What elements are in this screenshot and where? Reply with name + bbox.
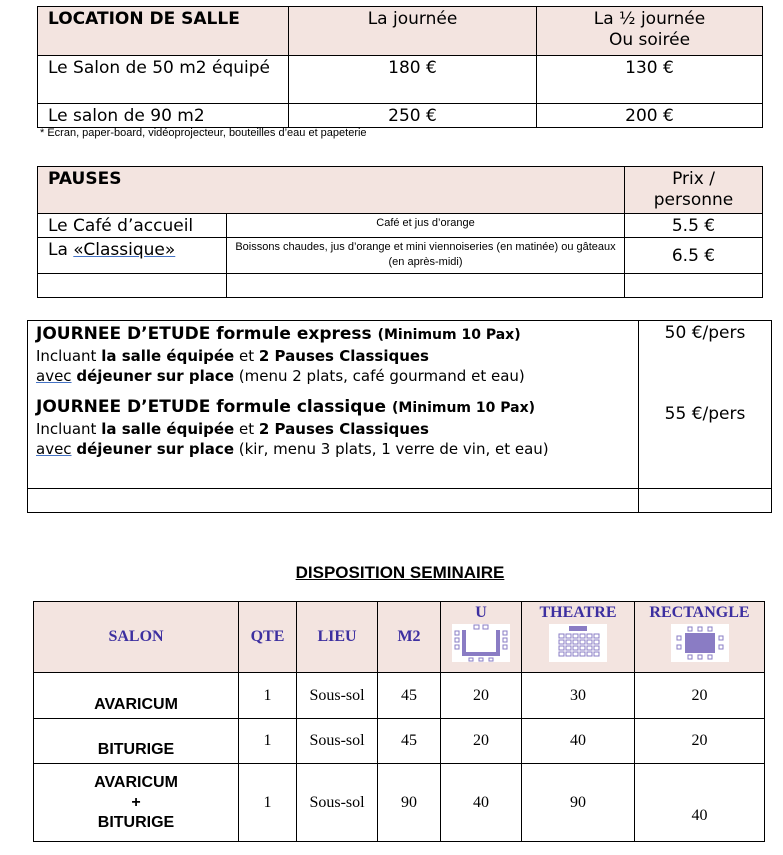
m2-cell: 45	[378, 719, 441, 764]
room-half-price: 200 €	[537, 104, 763, 128]
u-header: U	[441, 602, 522, 673]
express-title: JOURNEE D’ETUDE formule express (Minimum 10 Pax)	[36, 324, 521, 344]
table-row	[34, 719, 765, 764]
qte-cell: 1	[239, 764, 297, 842]
pause-price: 5.5 €	[625, 214, 763, 238]
location-footnote: * Ecran, paper-board, vidéoprojecteur, bouteilles d’eau et papeterie	[40, 127, 367, 139]
salon-name: AVARICUM + BITURIGE	[34, 764, 239, 842]
salon-name: BITURIGE	[34, 719, 239, 764]
classique-link: «Classique»	[73, 240, 176, 260]
room-name: Le Salon de 50 m2 équipé	[38, 56, 289, 104]
u-cell: 40	[441, 764, 522, 842]
room-day-price: 180 €	[289, 56, 537, 104]
table-row-empty	[28, 489, 772, 513]
room-day-price: 250 €	[289, 104, 537, 128]
theatre-layout-icon	[549, 624, 607, 667]
qte-header: QTE	[239, 602, 297, 673]
salon-name: AVARICUM	[34, 673, 239, 719]
lieu-cell: Sous-sol	[297, 673, 378, 719]
theatre-header: THEATRE	[522, 602, 635, 673]
u-cell: 20	[441, 673, 522, 719]
location-day-header: La journée	[289, 7, 537, 56]
m2-cell: 45	[378, 673, 441, 719]
theatre-cell: 90	[522, 764, 635, 842]
disposition-table	[33, 601, 765, 842]
room-name: Le salon de 90 m2	[38, 104, 289, 128]
table-row-empty	[38, 274, 763, 298]
pauses-table	[37, 166, 763, 298]
rectangle-header: RECTANGLE	[635, 602, 765, 673]
pause-name: Le Café d’accueil	[38, 214, 227, 238]
room-half-price: 130 €	[537, 56, 763, 104]
m2-cell: 90	[378, 764, 441, 842]
lieu-cell: Sous-sol	[297, 719, 378, 764]
disposition-title: DISPOSITION SEMINAIRE	[295, 563, 505, 582]
express-line2: avec déjeuner sur place (menu 2 plats, café gourmand et eau)	[36, 367, 525, 385]
pauses-price-header: Prix / personne	[625, 167, 763, 214]
classique-line1: Incluant la salle équipée et 2 Pauses Classiques	[36, 420, 429, 438]
lieu-cell: Sous-sol	[297, 764, 378, 842]
pauses-header-row	[38, 167, 763, 214]
pause-name: La «Classique»	[38, 238, 227, 274]
qte-cell: 1	[239, 719, 297, 764]
rectangle-layout-icon	[671, 624, 729, 667]
u-layout-icon	[452, 624, 510, 667]
location-table	[37, 6, 763, 128]
table-row	[38, 104, 763, 128]
table-row	[28, 321, 772, 489]
theatre-cell: 40	[522, 719, 635, 764]
disposition-header-row	[34, 602, 765, 673]
express-price: 50 €/pers	[664, 323, 746, 343]
classique-title: JOURNEE D’ETUDE formule classique (Minimum 10 Pax)	[36, 397, 536, 417]
pause-desc: Café et jus d’orange	[227, 214, 625, 238]
pause-price: 6.5 €	[625, 238, 763, 274]
etude-prices	[639, 321, 772, 489]
pause-desc: Boissons chaudes, jus d’orange et mini viennoiseries (en matinée) ou gâteaux (en après-midi)	[227, 238, 625, 274]
theatre-cell: 30	[522, 673, 635, 719]
u-cell: 20	[441, 719, 522, 764]
lieu-header: LIEU	[297, 602, 378, 673]
rectangle-cell: 40	[635, 764, 765, 842]
m2-header: M2	[378, 602, 441, 673]
express-line1: Incluant la salle équipée et 2 Pauses Classiques	[36, 347, 429, 365]
etude-formulas	[28, 321, 639, 489]
table-row	[38, 214, 763, 238]
location-title: LOCATION DE SALLE	[38, 7, 289, 56]
salon-header: SALON	[34, 602, 239, 673]
qte-cell: 1	[239, 673, 297, 719]
etude-table	[27, 320, 772, 513]
location-half-header: La ½ journée Ou soirée	[537, 7, 763, 56]
classique-price: 55 €/pers	[664, 404, 746, 424]
table-row	[38, 56, 763, 104]
rectangle-cell: 20	[635, 673, 765, 719]
table-row	[38, 238, 763, 274]
table-row	[34, 764, 765, 842]
classique-line2: avec déjeuner sur place (kir, menu 3 plats, 1 verre de vin, et eau)	[36, 440, 549, 458]
location-header-row	[38, 7, 763, 56]
table-row	[34, 673, 765, 719]
rectangle-cell: 20	[635, 719, 765, 764]
pauses-title: PAUSES	[38, 167, 625, 214]
